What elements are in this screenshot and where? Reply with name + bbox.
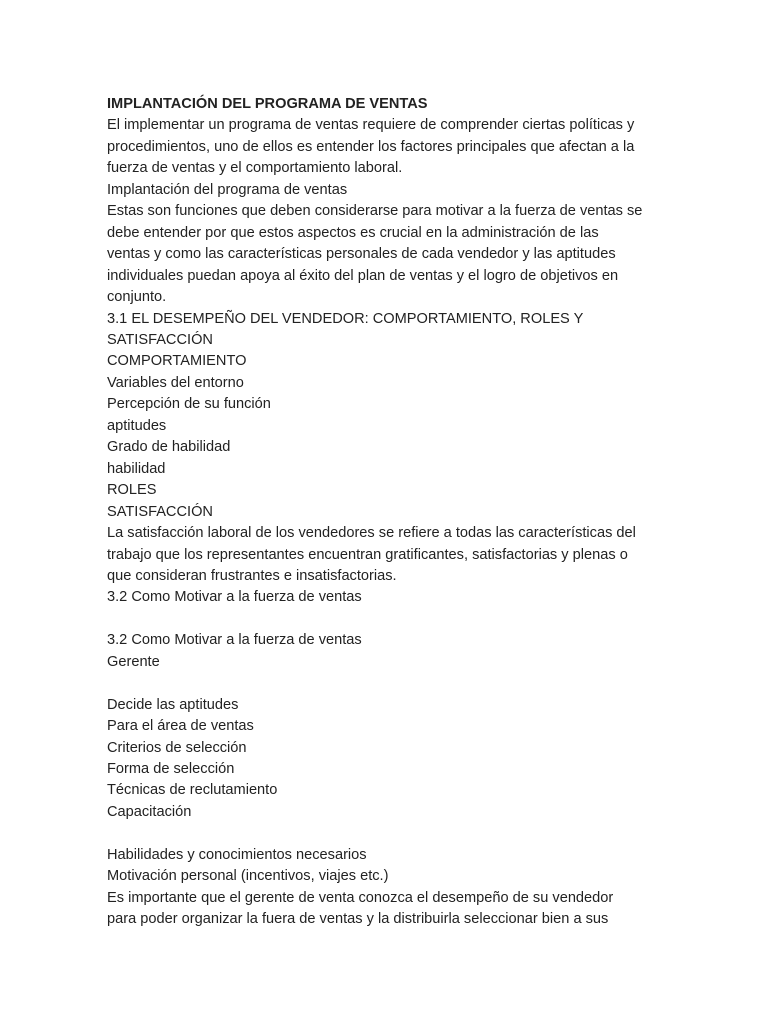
text-line: Es importante que el gerente de venta conozca el desempeño de su vendedor bbox=[107, 889, 614, 906]
text-line: Estas son funciones que deben considerarse para motivar a la fuerza de ventas se bbox=[107, 203, 643, 220]
text-line: Variables del entorno bbox=[107, 374, 244, 391]
text-line: debe entender por que estos aspectos es crucial en la administración de las bbox=[107, 224, 599, 241]
text-line: fuerza de ventas y el comportamiento laboral. bbox=[107, 160, 403, 177]
text-line: Implantación del programa de ventas bbox=[107, 181, 348, 198]
text-line: Habilidades y conocimientos necesarios bbox=[107, 846, 367, 863]
text-line: trabajo que los representantes encuentran gratificantes, satisfactorias y plenas o bbox=[107, 546, 628, 563]
text-line: Percepción de su función bbox=[107, 396, 271, 413]
text-line: La satisfacción laboral de los vendedores se refiere a todas las características del bbox=[107, 525, 636, 542]
text-line: SATISFACCIÓN bbox=[107, 331, 213, 348]
text-line: conjunto. bbox=[107, 289, 167, 306]
text-line: Para el área de ventas bbox=[107, 718, 254, 735]
text-line: que consideran frustrantes e insatisfactorias. bbox=[107, 567, 397, 584]
text-line: para poder organizar la fuera de ventas y la distribuirla seleccionar bien a sus bbox=[107, 911, 609, 928]
text-line: Capacitación bbox=[107, 803, 192, 820]
text-line: procedimientos, uno de ellos es entender los factores principales que afectan a la bbox=[107, 138, 635, 155]
text-line: Decide las aptitudes bbox=[107, 696, 239, 713]
text-line: individuales puedan apoya al éxito del plan de ventas y el logro de objetivos en bbox=[107, 267, 619, 284]
document-body bbox=[107, 115, 687, 930]
blank-line bbox=[107, 609, 687, 630]
text-line: El implementar un programa de ventas requiere de comprender ciertas políticas y bbox=[107, 117, 635, 134]
document-page bbox=[107, 94, 687, 931]
text-line: Grado de habilidad bbox=[107, 439, 231, 456]
text-line: ventas y como las características personales de cada vendedor y las aptitudes bbox=[107, 246, 616, 263]
blank-line bbox=[107, 823, 687, 844]
document-title: IMPLANTACIÓN DEL PROGRAMA DE VENTAS bbox=[107, 96, 428, 112]
text-line: Forma de selección bbox=[107, 761, 235, 778]
text-line: Criterios de selección bbox=[107, 739, 247, 756]
text-line: Técnicas de reclutamiento bbox=[107, 782, 278, 799]
blank-line bbox=[107, 673, 687, 694]
text-line: habilidad bbox=[107, 460, 166, 477]
text-line: COMPORTAMIENTO bbox=[107, 353, 247, 370]
text-line: SATISFACCIÓN bbox=[107, 503, 213, 520]
text-line: ROLES bbox=[107, 482, 157, 499]
text-line: aptitudes bbox=[107, 417, 167, 434]
text-line: Gerente bbox=[107, 653, 160, 670]
text-line: Motivación personal (incentivos, viajes etc.) bbox=[107, 868, 389, 885]
text-line: 3.1 EL DESEMPEÑO DEL VENDEDOR: COMPORTAMIENTO, ROLES Y bbox=[107, 310, 584, 327]
text-line: 3.2 Como Motivar a la fuerza de ventas bbox=[107, 632, 362, 649]
text-line: 3.2 Como Motivar a la fuerza de ventas bbox=[107, 589, 362, 606]
